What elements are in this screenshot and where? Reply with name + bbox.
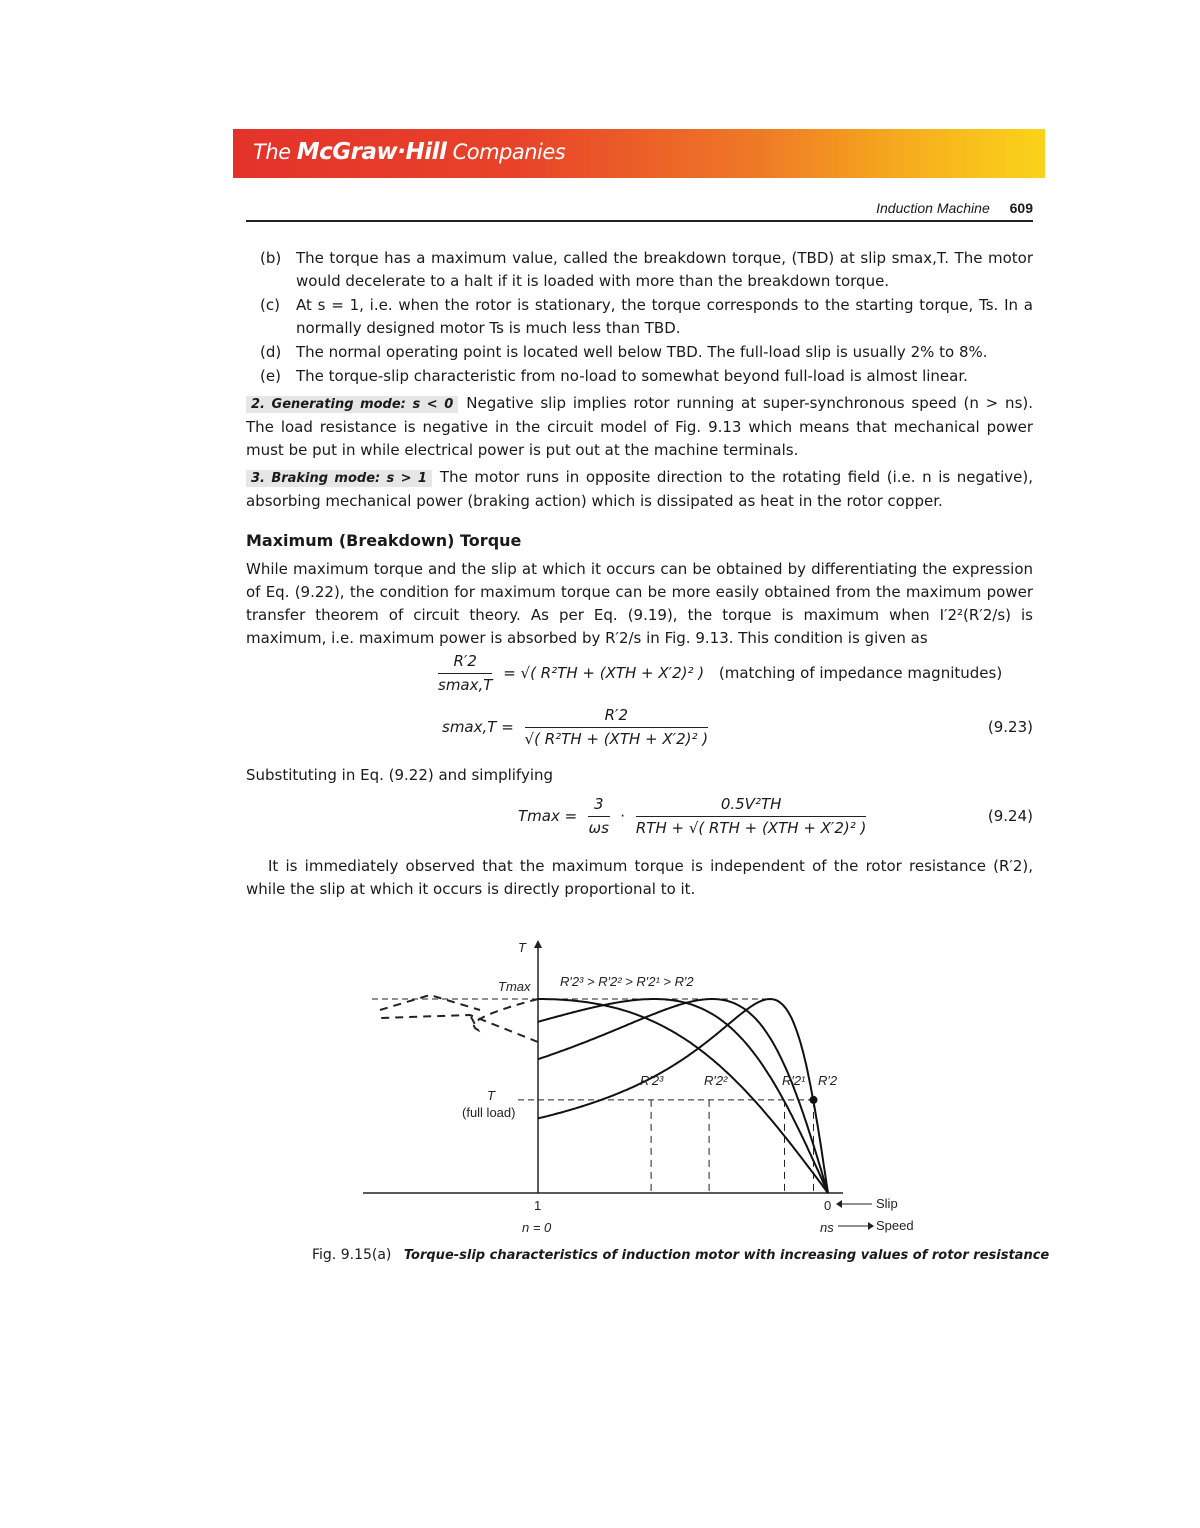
figure-caption-text: Torque-slip characteristics of induction motor with increasing values of rotor resistance xyxy=(403,1248,1050,1263)
generating-mode-heading: 2. Generating mode: s < 0 xyxy=(246,396,458,413)
publisher-logo: The McGraw·Hill Companies xyxy=(253,139,566,165)
curve-label-3: R′2³ xyxy=(640,1073,664,1088)
speed-arrowhead xyxy=(868,1222,874,1230)
x-tick-1: 1 xyxy=(534,1198,542,1213)
list-item: (d) The normal operating point is located well below TBD. The full-load slip is usually 2% to 8%. xyxy=(260,343,988,361)
generating-mode-paragraph: 2. Generating mode: s < 0 Negative slip implies rotor running at super-synchronous speed (n > ns). The load resistance is negative in the circuit model of Fig. 9.13 which means that mechanical power must be put in while electrical power is put out at the machine terminals. xyxy=(246,394,1033,459)
braking-dashed-curve-3 xyxy=(380,995,480,1010)
speed-tick-0: n = 0 xyxy=(522,1220,552,1235)
section-paragraph: While maximum torque and the slip at which it occurs can be obtained by differentiating the expression of Eq. (9.22), the condition for maximum torque can be more easily obtained from the maximum power transfer theorem of circuit theory. As per Eq. (9.19), the torque is maximum when I′2²(R′2/s) is maximum, i.e. maximum power is absorbed by R′2/s in Fig. 9.13. This condition is given as xyxy=(246,560,1033,647)
x-tick-0: 0 xyxy=(824,1198,832,1213)
braking-dashed-curve-2 xyxy=(380,1015,538,1042)
list-item: (c) At s = 1, i.e. when the rotor is stationary, the torque corresponds to the starting torque, Ts. In a normally designed motor Ts is much less than TBD. xyxy=(260,296,1033,337)
braking-mode-paragraph: 3. Braking mode: s > 1 The motor runs in opposite direction to the rotating field (i.e. n is negative), absorbing mechanical power (braking action) which is dissipated as heat in the rotor copper. xyxy=(246,468,1034,510)
equation-impedance-match: $\frac{R'2}{smax,T}$ = √( R²TH + (XTH + X′2)² ) (matching of impedance magnitudes) xyxy=(438,652,1003,694)
full-load-t-label: T xyxy=(487,1088,495,1103)
x-axis-label-2: Speed xyxy=(876,1218,914,1233)
tmax-label: Tmax xyxy=(498,979,531,994)
braking-mode-heading: 3. Braking mode: s > 1 xyxy=(246,470,432,487)
slip-arrowhead xyxy=(836,1200,842,1208)
section-title: Maximum (Breakdown) Torque xyxy=(246,531,522,550)
speed-tick-ns: ns xyxy=(820,1220,834,1235)
chapter-title: Induction Machine xyxy=(876,200,990,216)
braking-dashed-curve xyxy=(470,999,538,1030)
y-axis-arrow xyxy=(534,940,542,948)
equation-9-24: Tmax = $\frac{3}{\omega s}$ · $\frac{\text{0.5V²TH}}{\text{RTH + √( RTH + (XTH + X′2)² )}}$ (9.24) xyxy=(518,795,1033,837)
substituting-text: Substituting in Eq. (9.22) and simplifying xyxy=(246,766,554,784)
curve-label-1: R′2¹ xyxy=(782,1073,806,1088)
curve-label-0: R′2 xyxy=(818,1073,838,1088)
full-load-sublabel: (full load) xyxy=(462,1105,516,1120)
figure-label: Fig. 9.15(a) xyxy=(312,1247,392,1263)
list-item: (b) The torque has a maximum value, called the breakdown torque, (TBD) at slip smax,T. The motor would decelerate to a halt if it is loaded with more than the breakdown torque. xyxy=(260,249,1033,290)
equation-9-23: smax,T = $\frac{R'2}{\text{√( R²TH + (XTH + X′2)² )}}$ (9.23) xyxy=(442,706,1033,748)
figure-caption xyxy=(312,1247,1049,1263)
observation-paragraph: It is immediately observed that the maximum torque is independent of the rotor resistance (R′2), while the slip at which it occurs is directly proportional to it. xyxy=(246,857,1033,898)
list-item: (e) The torque-slip characteristic from no-load to somewhat beyond full-load is almost linear. xyxy=(260,367,968,385)
y-axis-label: T xyxy=(518,940,526,955)
ordering-label: R′2³ > R′2² > R′2¹ > R′2 xyxy=(560,974,694,989)
page-number: 609 xyxy=(1009,200,1033,216)
operating-point xyxy=(810,1096,818,1104)
curve-label-2: R′2² xyxy=(704,1073,728,1088)
x-axis-label: Slip xyxy=(876,1196,898,1211)
